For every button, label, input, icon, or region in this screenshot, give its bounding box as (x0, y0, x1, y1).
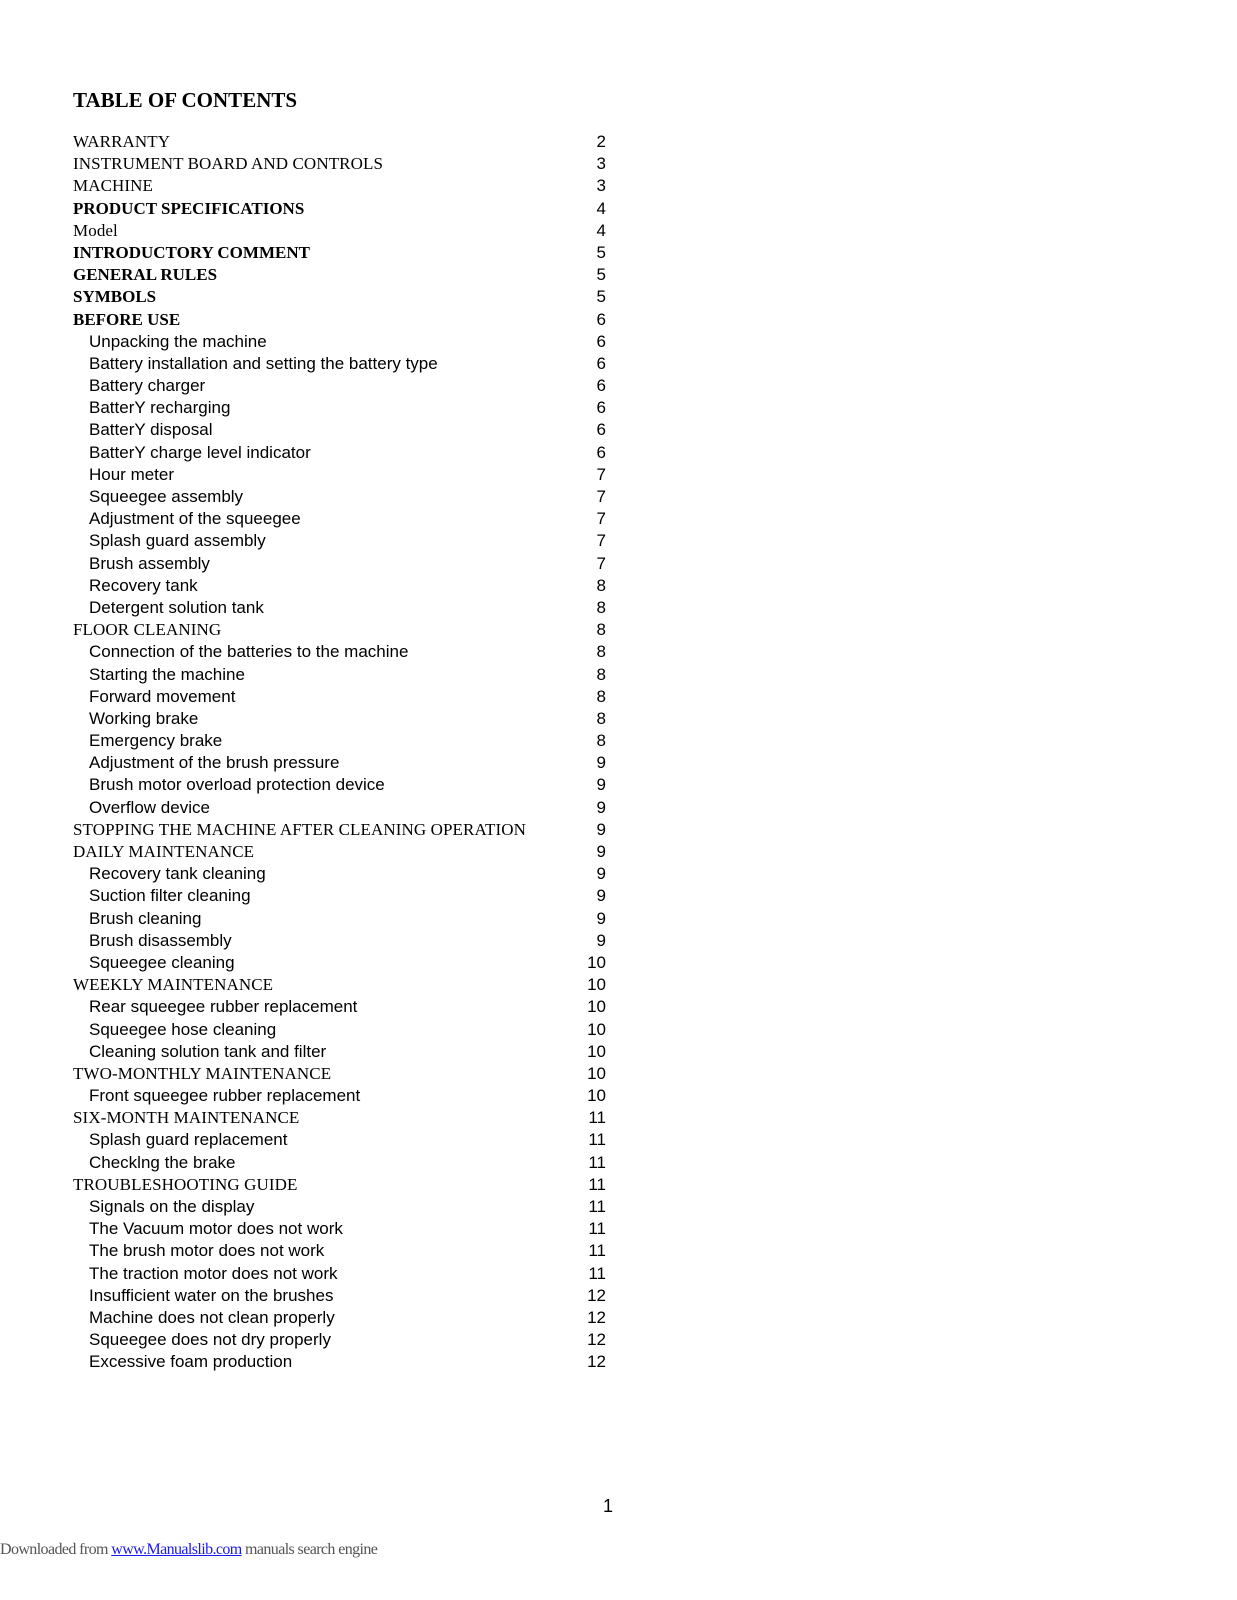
toc-entry[interactable] (73, 264, 606, 286)
toc-entry[interactable] (73, 153, 606, 175)
toc-entry[interactable] (73, 1152, 606, 1174)
toc-entry[interactable] (73, 841, 606, 863)
toc-entry-page: 8 (596, 620, 606, 640)
toc-entry-title: FLOOR CLEANING (73, 620, 222, 640)
toc-entry-page: 11 (588, 1130, 606, 1150)
toc-entry[interactable] (73, 553, 606, 575)
toc-entry-title: Squeegee assembly (89, 487, 244, 506)
toc-entry[interactable] (73, 1218, 606, 1240)
toc-entry-page: 7 (596, 464, 606, 484)
toc-entry[interactable] (73, 464, 606, 486)
toc-entry[interactable] (73, 597, 606, 619)
page-number: 1 (603, 1496, 614, 1516)
toc-entry-page: 11 (588, 1174, 606, 1194)
toc-entry-title: The Vacuum motor does not work (89, 1219, 343, 1239)
toc-entry[interactable] (73, 752, 606, 774)
toc-entry-title: Insufficient water on the brushes (89, 1285, 334, 1305)
toc-entry[interactable] (73, 774, 606, 796)
toc-entry-page: 8 (596, 708, 606, 728)
toc-entry[interactable] (73, 575, 606, 597)
toc-entry-page: 9 (596, 930, 606, 950)
toc-entry[interactable] (73, 1085, 606, 1107)
toc-entry-title: INTRODUCTORY COMMENT (73, 242, 310, 262)
toc-entry-title: Machine does not clean properly (89, 1307, 335, 1327)
toc-entry-page: 12 (587, 1330, 606, 1350)
toc-entry-title: Squeegee hose cleaning (89, 1019, 277, 1039)
toc-entry-title: Overflow device (89, 797, 210, 817)
toc-entry-title: STOPPING THE MACHINE AFTER CLEANING OPERATION (73, 819, 526, 839)
toc-entry[interactable] (73, 397, 606, 419)
toc-entry-title: Front squeegee rubber replacement (89, 1086, 361, 1106)
toc-entry[interactable] (73, 1019, 606, 1041)
toc-entry[interactable] (73, 286, 606, 308)
toc-entry[interactable] (73, 220, 606, 242)
footer (0, 1541, 377, 1559)
toc-entry-page: 8 (596, 642, 606, 662)
toc-entry-page: 11 (588, 1263, 606, 1283)
toc-entry-page: 10 (587, 975, 606, 995)
toc-entry-page: 12 (587, 1285, 606, 1305)
toc-entry-page: 10 (587, 997, 606, 1017)
toc-entry-page: 10 (587, 952, 606, 972)
toc-entry[interactable] (73, 664, 606, 686)
toc-entry-title: Battery installation and setting the battery type (89, 353, 438, 373)
toc-entry-title: SIX-MONTH MAINTENANCE (73, 1108, 300, 1128)
toc-entry-page: 12 (587, 1307, 606, 1327)
toc-entry[interactable] (73, 1240, 606, 1262)
toc-entry-title: TWO-MONTHLY MAINTENANCE (73, 1063, 332, 1083)
toc-entry-title: Brush disassembly (89, 930, 232, 950)
toc-entry-page: 4 (596, 198, 606, 218)
toc-entry-page: 9 (596, 864, 606, 884)
toc-entry[interactable] (73, 708, 606, 730)
toc-entry-page: 8 (596, 664, 606, 684)
toc-entry[interactable] (73, 530, 606, 552)
toc-entry[interactable] (73, 442, 606, 464)
toc-entry-title: BatterY recharging (89, 398, 231, 418)
toc-entry[interactable] (73, 1351, 606, 1373)
toc-entry[interactable] (73, 686, 606, 708)
toc-entry-title: Squeegee cleaning (89, 952, 235, 972)
toc-entry-page: 9 (596, 819, 606, 839)
toc-entry[interactable] (73, 1129, 606, 1151)
toc-entry-page: 8 (596, 597, 606, 617)
toc-entry-page: 9 (596, 886, 606, 906)
toc-entry-title: Cleaning solution tank and filter (89, 1041, 327, 1061)
footer-prefix: Downloaded from (0, 1541, 112, 1558)
toc-entry-title: GENERAL RULES (73, 265, 218, 285)
toc-entry[interactable] (73, 375, 606, 397)
toc-entry-page: 9 (596, 753, 606, 773)
toc-entry-title: Starting the machine (89, 664, 245, 684)
toc-entry-page: 11 (588, 1197, 606, 1216)
page-title: TABLE OF CONTENTS (73, 88, 298, 112)
toc-entry[interactable] (73, 1063, 606, 1085)
toc-entry-title: Splash guard replacement (89, 1130, 288, 1150)
toc-entry[interactable] (73, 730, 606, 752)
toc-entry-title: Signals on the display (89, 1197, 255, 1216)
toc-entry[interactable] (73, 1174, 606, 1196)
toc-entry[interactable] (73, 1263, 606, 1285)
toc-entry[interactable] (73, 309, 606, 331)
toc-entry-title: The brush motor does not work (89, 1241, 325, 1261)
toc-entry-page: 10 (587, 1019, 606, 1039)
toc-entry[interactable] (73, 863, 606, 885)
toc-entry-page: 6 (596, 420, 606, 440)
footer-suffix: manuals search engine (241, 1541, 378, 1558)
toc-entry-page: 11 (588, 1152, 606, 1172)
toc-entry-title: Unpacking the machine (89, 331, 267, 351)
toc-entry-page: 8 (596, 731, 606, 751)
toc-entry-title: Splash guard assembly (89, 531, 266, 551)
toc-entry-title: Working brake (89, 708, 199, 728)
toc-entry[interactable] (73, 1307, 606, 1329)
toc-entry-title: TROUBLESHOOTING GUIDE (73, 1174, 298, 1194)
toc-entry-title: Brush motor overload protection device (89, 775, 385, 795)
toc-entry-title: Excessive foam production (89, 1352, 293, 1372)
toc-entry[interactable] (73, 885, 606, 907)
toc-entry[interactable] (73, 175, 606, 197)
toc-entry-title: MACHINE (73, 176, 154, 196)
toc-entry-page: 8 (596, 686, 606, 706)
toc-entry[interactable] (73, 1107, 606, 1129)
toc-entry-title: The traction motor does not work (89, 1263, 338, 1283)
toc-entry[interactable] (73, 1196, 606, 1218)
toc-entry-title: Battery charger (89, 376, 206, 396)
toc-entry-page: 10 (587, 1041, 606, 1061)
toc-entry-title: PRODUCT SPECIFICATIONS (73, 198, 305, 218)
toc-entry-page: 6 (596, 398, 606, 418)
toc-entry-title: Recovery tank (89, 575, 198, 595)
toc-entry-page: 3 (596, 176, 606, 196)
toc-entry[interactable] (73, 908, 606, 930)
toc-entry-page: 8 (596, 575, 606, 595)
toc-entry[interactable] (73, 508, 606, 530)
toc-entry-page: 5 (596, 265, 606, 285)
toc-entry-page: 7 (596, 531, 606, 551)
toc-entry-title: Checklng the brake (89, 1152, 236, 1172)
toc-entry[interactable] (73, 952, 606, 974)
toc-entry-page: 9 (596, 842, 606, 861)
toc-entry[interactable] (73, 331, 606, 353)
toc-entry-page: 7 (596, 553, 606, 573)
toc-entry-page: 6 (596, 376, 606, 396)
toc-entry-page: 6 (596, 442, 606, 462)
toc-entry-title: WEEKLY MAINTENANCE (73, 975, 274, 995)
toc-entry[interactable] (73, 1285, 606, 1307)
toc-entry[interactable] (73, 996, 606, 1018)
toc-entry-page: 5 (596, 287, 606, 307)
toc-entry-page: 2 (596, 132, 606, 151)
toc-entry[interactable] (73, 819, 606, 841)
toc-entry-title: Squeegee does not dry properly (89, 1330, 331, 1350)
toc-entry[interactable] (73, 353, 606, 375)
toc-entry[interactable] (73, 242, 606, 264)
toc-entry-page: 4 (596, 220, 606, 240)
toc-entry-title: WARRANTY (73, 132, 171, 151)
toc-entry-title: Model (73, 220, 118, 240)
toc-entry-page: 9 (596, 908, 606, 928)
toc-entry[interactable] (73, 198, 606, 220)
toc-entry-page: 11 (588, 1108, 606, 1128)
toc-entry-title: Brush cleaning (89, 908, 202, 928)
toc-entry-title: Recovery tank cleaning (89, 864, 266, 884)
toc-entry-page: 6 (596, 309, 606, 329)
toc-entry-title: Brush assembly (89, 553, 210, 573)
toc-entry-page: 12 (587, 1352, 606, 1372)
toc-entry-title: Rear squeegee rubber replacement (89, 997, 358, 1017)
toc-entry-title: SYMBOLS (73, 287, 157, 307)
toc-entry-page: 9 (596, 775, 606, 795)
toc-entry-title: Adjustment of the brush pressure (89, 753, 340, 773)
toc-entry-title: Suction filter cleaning (89, 886, 251, 906)
toc-entry-page: 5 (596, 242, 606, 262)
toc-entry[interactable] (73, 974, 606, 996)
toc-entry-page: 10 (587, 1063, 606, 1083)
toc-entry-page: 7 (596, 509, 606, 529)
toc-entry-title: Detergent solution tank (89, 597, 264, 617)
toc-entry-page: 7 (596, 487, 606, 506)
toc-entry[interactable] (73, 419, 606, 441)
toc-entry-title: BatterY charge level indicator (89, 442, 311, 462)
toc-entry[interactable] (73, 797, 606, 819)
toc-entry-title: Connection of the batteries to the machine (89, 642, 409, 662)
toc-entry[interactable] (73, 619, 606, 641)
toc-entry-page: 6 (596, 331, 606, 351)
manualslib-link[interactable]: www.Manualslib.com (111, 1541, 242, 1558)
toc-entry-page: 9 (596, 797, 606, 817)
toc-entry-title: Adjustment of the squeegee (89, 509, 301, 529)
toc-entry[interactable] (73, 1329, 606, 1351)
toc-entry-title: DAILY MAINTENANCE (73, 842, 255, 861)
toc-entry-page: 3 (596, 154, 606, 174)
toc-entry-title: Forward movement (89, 686, 236, 706)
toc-entry[interactable] (73, 641, 606, 663)
toc-entry[interactable] (73, 131, 606, 153)
toc-entry-title: Emergency brake (89, 731, 223, 751)
toc-entry-page: 11 (588, 1241, 606, 1261)
toc-entry[interactable] (73, 486, 606, 508)
toc-entry-page: 6 (596, 353, 606, 373)
toc-entry-title: Hour meter (89, 464, 175, 484)
table-of-contents (73, 131, 606, 1374)
toc-entry[interactable] (73, 930, 606, 952)
toc-entry-page: 10 (587, 1086, 606, 1106)
toc-entry[interactable] (73, 1041, 606, 1063)
toc-entry-title: INSTRUMENT BOARD AND CONTROLS (73, 154, 384, 174)
toc-entry-title: BatterY disposal (89, 420, 213, 440)
toc-entry-page: 11 (588, 1219, 606, 1239)
toc-entry-title: BEFORE USE (73, 309, 181, 329)
